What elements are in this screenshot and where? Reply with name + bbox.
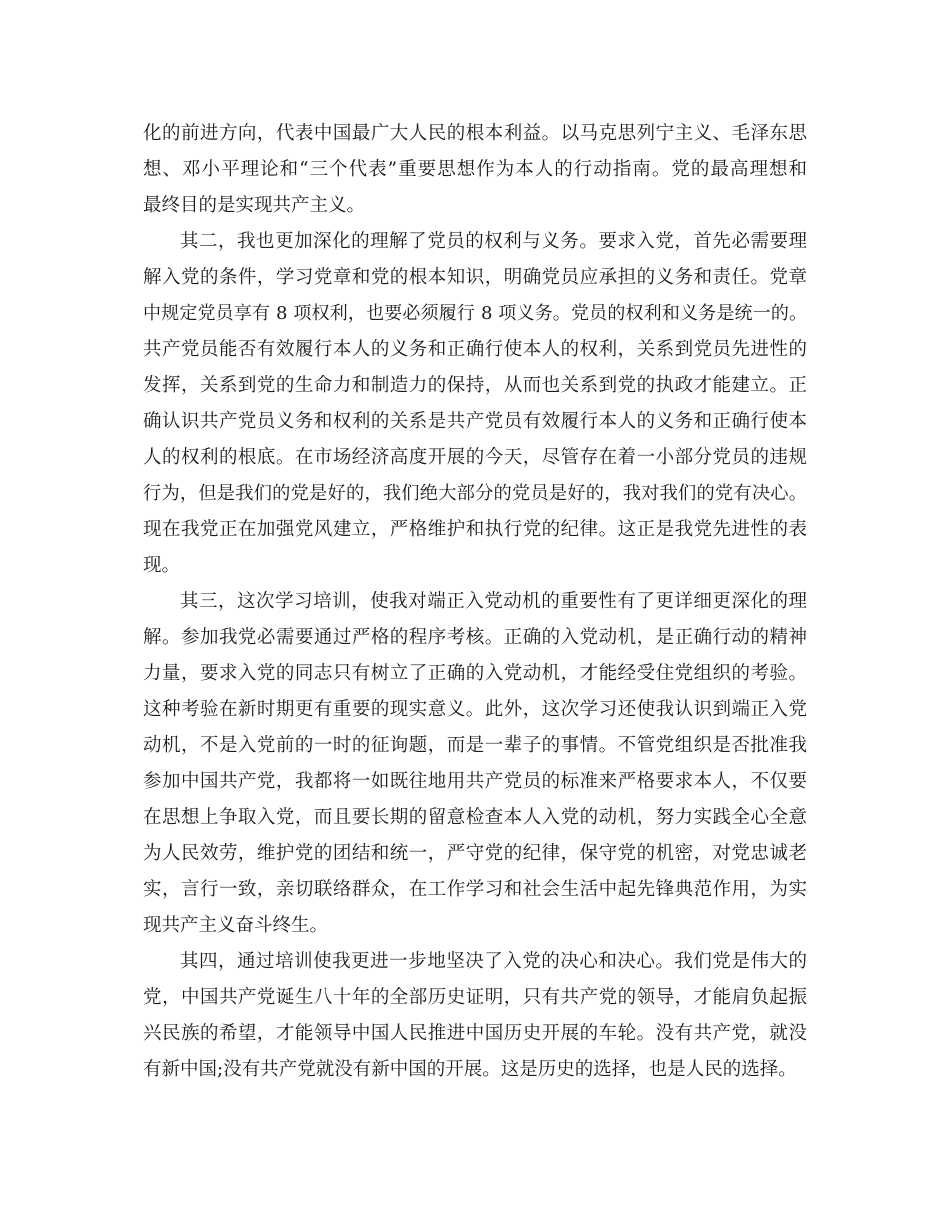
text-line: 最终目的是实现共产主义。 xyxy=(143,195,366,216)
text-line: 这种考验在新时期更有重要的现实意义。此外，这次学习还使我认识到端正入党 xyxy=(143,699,807,720)
text-line: 现共产主义奋斗终生。 xyxy=(143,915,329,936)
text-line: 其二，我也更加深化的理解了党员的权利与义务。要求入党，首先必需要理 xyxy=(180,231,807,252)
text-line: 力量，要求入党的同志只有树立了正确的入党动机，才能经受住党组织的考验。 xyxy=(143,663,807,684)
text-line: 行为，但是我们的党是好的，我们绝大部分的党员是好的，我对我们的党有决心。 xyxy=(143,483,807,504)
text-line: 现。 xyxy=(143,555,181,576)
document-body xyxy=(143,116,807,1088)
text-line: 有新中国;没有共产党就没有新中国的开展。这是历史的选择，也是人民的选择。 xyxy=(143,1059,797,1080)
text-line: 其三，这次学习培训，使我对端正入党动机的重要性有了更详细更深化的理 xyxy=(180,591,807,612)
paragraph xyxy=(143,116,807,224)
text-line: 兴民族的希望，才能领导中国人民推进中国历史开展的车轮。没有共产党，就没 xyxy=(143,1023,807,1044)
text-line: 人的权利的根底。在市场经济高度开展的今天，尽管存在着一小部分党员的违规 xyxy=(143,447,807,468)
text-line: 现在我党正在加强党风建立，严格维护和执行党的纪律。这正是我党先进性的表 xyxy=(143,519,807,540)
text-line: 发挥，关系到党的生命力和制造力的保持，从而也关系到党的执政才能建立。正 xyxy=(143,375,807,396)
text-line: 化的前进方向，代表中国最广大人民的根本利益。以马克思列宁主义、毛泽东思 xyxy=(143,123,807,144)
text-line: 参加中国共产党，我都将一如既往地用共产党员的标准来严格要求本人，不仅要 xyxy=(143,771,807,792)
text-line: 想、邓小平理论和“三个代表”重要思想作为本人的行动指南。党的最高理想和 xyxy=(143,159,807,180)
text-line: 解入党的条件，学习党章和党的根本知识，明确党员应承担的义务和责任。党章 xyxy=(143,267,807,288)
text-line: 确认识共产党员义务和权利的关系是共产党员有效履行本人的义务和正确行使本 xyxy=(143,411,807,432)
text-line: 共产党员能否有效履行本人的义务和正确行使本人的权利，关系到党员先进性的 xyxy=(143,339,807,360)
text-line: 实，言行一致，亲切联络群众，在工作学习和社会生活中起先锋典范作用，为实 xyxy=(143,879,807,900)
text-line: 动机，不是入党前的一时的征询题，而是一辈子的事情。不管党组织是否批准我 xyxy=(143,735,807,756)
text-line: 在思想上争取入党，而且要长期的留意检查本人入党的动机，努力实践全心全意 xyxy=(143,807,807,828)
text-line: 为人民效劳，维护党的团结和统一，严守党的纪律，保守党的机密，对党忠诚老 xyxy=(143,843,807,864)
text-line: 中规定党员享有 8 项权利，也要必须履行 8 项义务。党员的权利和义务是统一的。 xyxy=(143,303,807,324)
text-line: 党，中国共产党诞生八十年的全部历史证明，只有共产党的领导，才能肩负起振 xyxy=(143,987,807,1008)
text-line: 解。参加我党必需要通过严格的程序考核。正确的入党动机，是正确行动的精神 xyxy=(143,627,807,648)
paragraph xyxy=(143,584,807,944)
text-line: 其四，通过培训使我更进一步地坚决了入党的决心和决心。我们党是伟大的 xyxy=(180,951,807,972)
paragraph xyxy=(143,944,807,1088)
paragraph xyxy=(143,224,807,584)
